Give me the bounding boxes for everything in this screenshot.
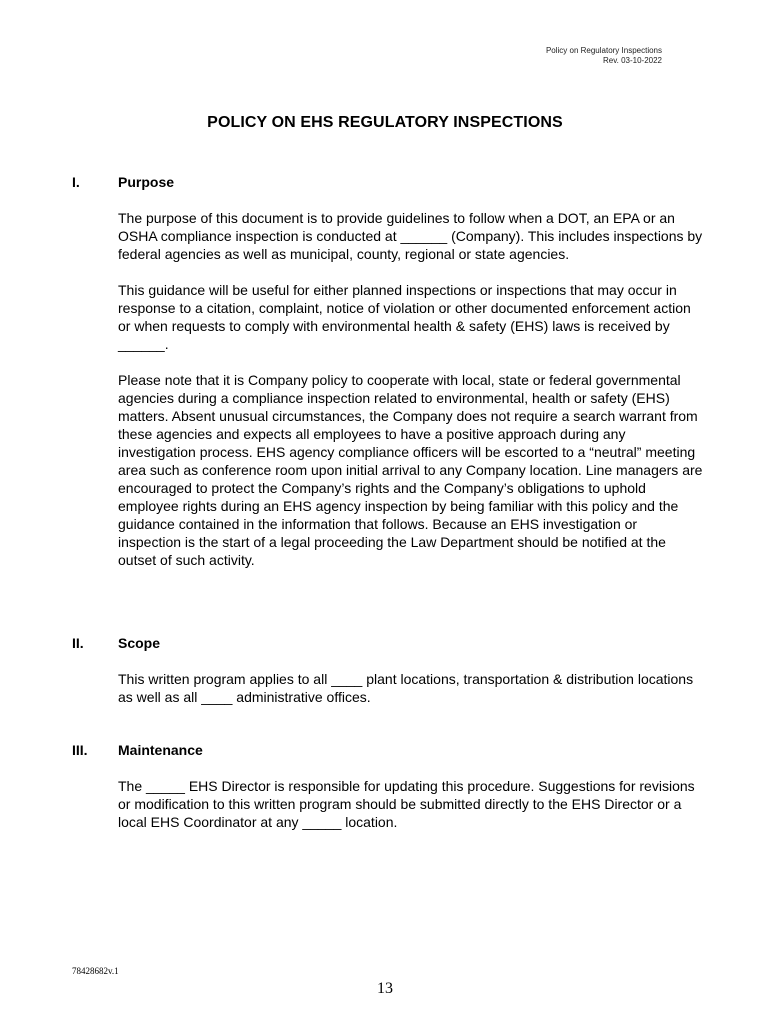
- section-body: [118, 209, 703, 587]
- section-body: [118, 777, 703, 849]
- section-body: [118, 670, 703, 724]
- section-number: I.: [72, 174, 80, 190]
- section-heading: Scope: [118, 635, 161, 651]
- section-number: III.: [72, 742, 88, 758]
- header-doc-name: Policy on Regulatory Inspections: [545, 46, 662, 55]
- section-number: II.: [72, 635, 84, 651]
- paragraph: This guidance will be useful for either planned inspections or inspections that may occur in response to a citation, complaint, notice of violation or other documented enforcement action or when requests to comply with environmental health & safety (EHS) laws is received by ______.: [118, 282, 691, 352]
- paragraph: Please note that it is Company policy to cooperate with local, state or federal governmental agencies during a compliance inspection related to environmental, health or safety (EHS) matters. Absent unusual circumstances, the Company does not require a search warrant from these agencies and expects all employees to have a positive approach during any investigation process. EHS agency compliance officers will be escorted to a “neutral” meeting area such as conference room upon initial arrival to any Company location. Line managers are encouraged to protect the Company’s rights and the Company’s obligations to uphold employee rights during an EHS agency inspection by being familiar with this policy and the guidance contained in the information that follows. Because an EHS investigation or inspection is the start of a legal proceeding the Law Department should be notified at the outset of such activity.: [118, 372, 703, 568]
- page-number: 13: [377, 980, 393, 997]
- section-heading: Purpose: [118, 174, 175, 190]
- running-header: [546, 46, 662, 66]
- document-title: POLICY ON EHS REGULATORY INSPECTIONS: [207, 114, 563, 131]
- paragraph: This written program applies to all ____ plant locations, transportation & distribution locations as well as all ____ administrative offices.: [118, 671, 694, 705]
- paragraph: The purpose of this document is to provide guidelines to follow when a DOT, an EPA or an OSHA compliance inspection is conducted at ______ (Company). This includes inspections by federal agencies as well as municipal, county, regional or state agencies.: [118, 210, 703, 262]
- section-heading: Maintenance: [118, 742, 203, 758]
- header-revision: Rev. 03-10-2022: [603, 56, 662, 65]
- paragraph: The _____ EHS Director is responsible for updating this procedure. Suggestions for revisions or modification to this written program should be submitted directly to the EHS Director or a local EHS Coordinator at any _____ location.: [118, 778, 695, 830]
- document-id: 78428682v.1: [72, 966, 119, 976]
